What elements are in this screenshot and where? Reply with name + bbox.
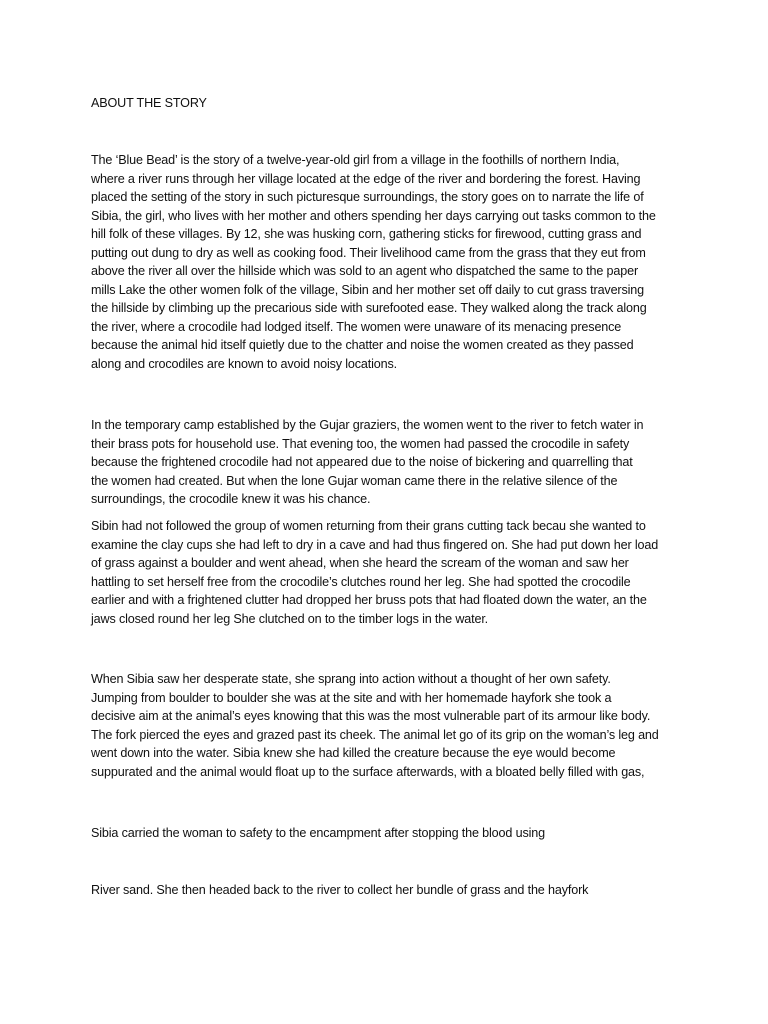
paragraph-line: The fork pierced the eyes and grazed past its cheek. The animal let go of its grip on the woman’s leg and [91,727,659,742]
paragraph-line: because the frightened crocodile had not appeared due to the noise of bickering and quarrelling that [91,455,633,469]
paragraph-line: suppurated and the animal would float up to the surface afterwards, with a bloated belly filled with gas, [91,764,645,779]
paragraph-line: their brass pots for household use. That evening too, the women had passed the crocodile in safety [91,436,630,451]
paragraph-line: When Sibia saw her desperate state, she sprang into action without a thought of her own safety. [91,672,611,686]
paragraph-line: Sibin had not followed the group of women returning from their grans cutting tack becau she wanted to [91,519,646,533]
paragraph-line: above the river all over the hillside which was sold to an agent who dispatched the same to the paper [91,264,639,278]
paragraph-4 [91,670,691,781]
paragraph-line: mills Lake the other women folk of the village, Sibin and her mother set off daily to cut grass traversing [91,282,644,297]
paragraph-line: putting out dung to dry as well as cooking food. Their livelihood came from the grass that they eut from [91,245,646,260]
paragraph-line: the river, where a crocodile had lodged itself. The women were unaware of its menacing presence [91,319,622,334]
paragraph-line: earlier and with a frightened clutter had dropped her bruss pots that had floated down the water, an the [91,593,647,607]
paragraph-line: the hillside by climbing up the precarious side with surefooted ease. They walked along the track along [91,301,647,315]
paragraph-line: examine the clay cups she had left to dry in a cave and had thus fingered on. She had put down her load [91,537,659,552]
paragraph-3 [91,517,691,628]
paragraph-line: In the temporary camp established by the Gujar graziers, the women went to the river to fetch water in [91,418,644,432]
paragraph-line: jaws closed round her leg She clutched on to the timber logs in the water. [91,611,489,626]
heading-text: ABOUT THE STORY [91,96,207,110]
paragraph-line: because the animal hid itself quietly due to the chatter and noise the women created as they passed [91,338,634,352]
paragraph-line: Jumping from boulder to boulder she was at the site and with her homemade hayfork she took a [91,690,612,705]
paragraph-line: went down into the water. Sibia knew she had killed the creature because the eye would become [91,746,616,760]
paragraph-2 [91,416,691,509]
paragraph-line: where a river runs through her village located at the edge of the river and bordering the forest. Having [91,171,641,186]
paragraph-line: hill folk of these villages. By 12, she was husking corn, gathering sticks for firewood, cutting grass and [91,227,642,241]
paragraph-5 [91,824,691,843]
paragraph-line: The ‘Blue Bead’ is the story of a twelve-year-old girl from a village in the foothills of northern India, [91,153,620,167]
paragraph-line: surroundings, the crocodile knew it was his chance. [91,492,371,506]
paragraph-line: placed the setting of the story in such picturesque surroundings, the story goes on to narrate the life of [91,190,644,204]
paragraph-line: of grass against a boulder and went ahead, when she heard the scream of the woman and saw her [91,556,629,570]
paragraph-1 [91,151,691,373]
paragraph-6 [91,881,691,900]
paragraph-line: Sibia, the girl, who lives with her mother and others spending her days carrying out tasks common to the [91,208,656,223]
paragraph-line: Sibia carried the woman to safety to the encampment after stopping the blood using [91,826,545,840]
paragraph-line: hattling to set herself free from the crocodile’s clutches round her leg. She had spotted the crocodile [91,574,631,589]
page-heading [91,94,691,113]
paragraph-line: River sand. She then headed back to the river to collect her bundle of grass and the hayfork [91,883,589,897]
paragraph-line: decisive aim at the animal’s eyes knowing that this was the most vulnerable part of its armour like body. [91,709,651,723]
paragraph-line: the women had created. But when the lone Gujar woman came there in the relative silence of the [91,473,618,488]
paragraph-line: along and crocodiles are known to avoid noisy locations. [91,356,397,371]
